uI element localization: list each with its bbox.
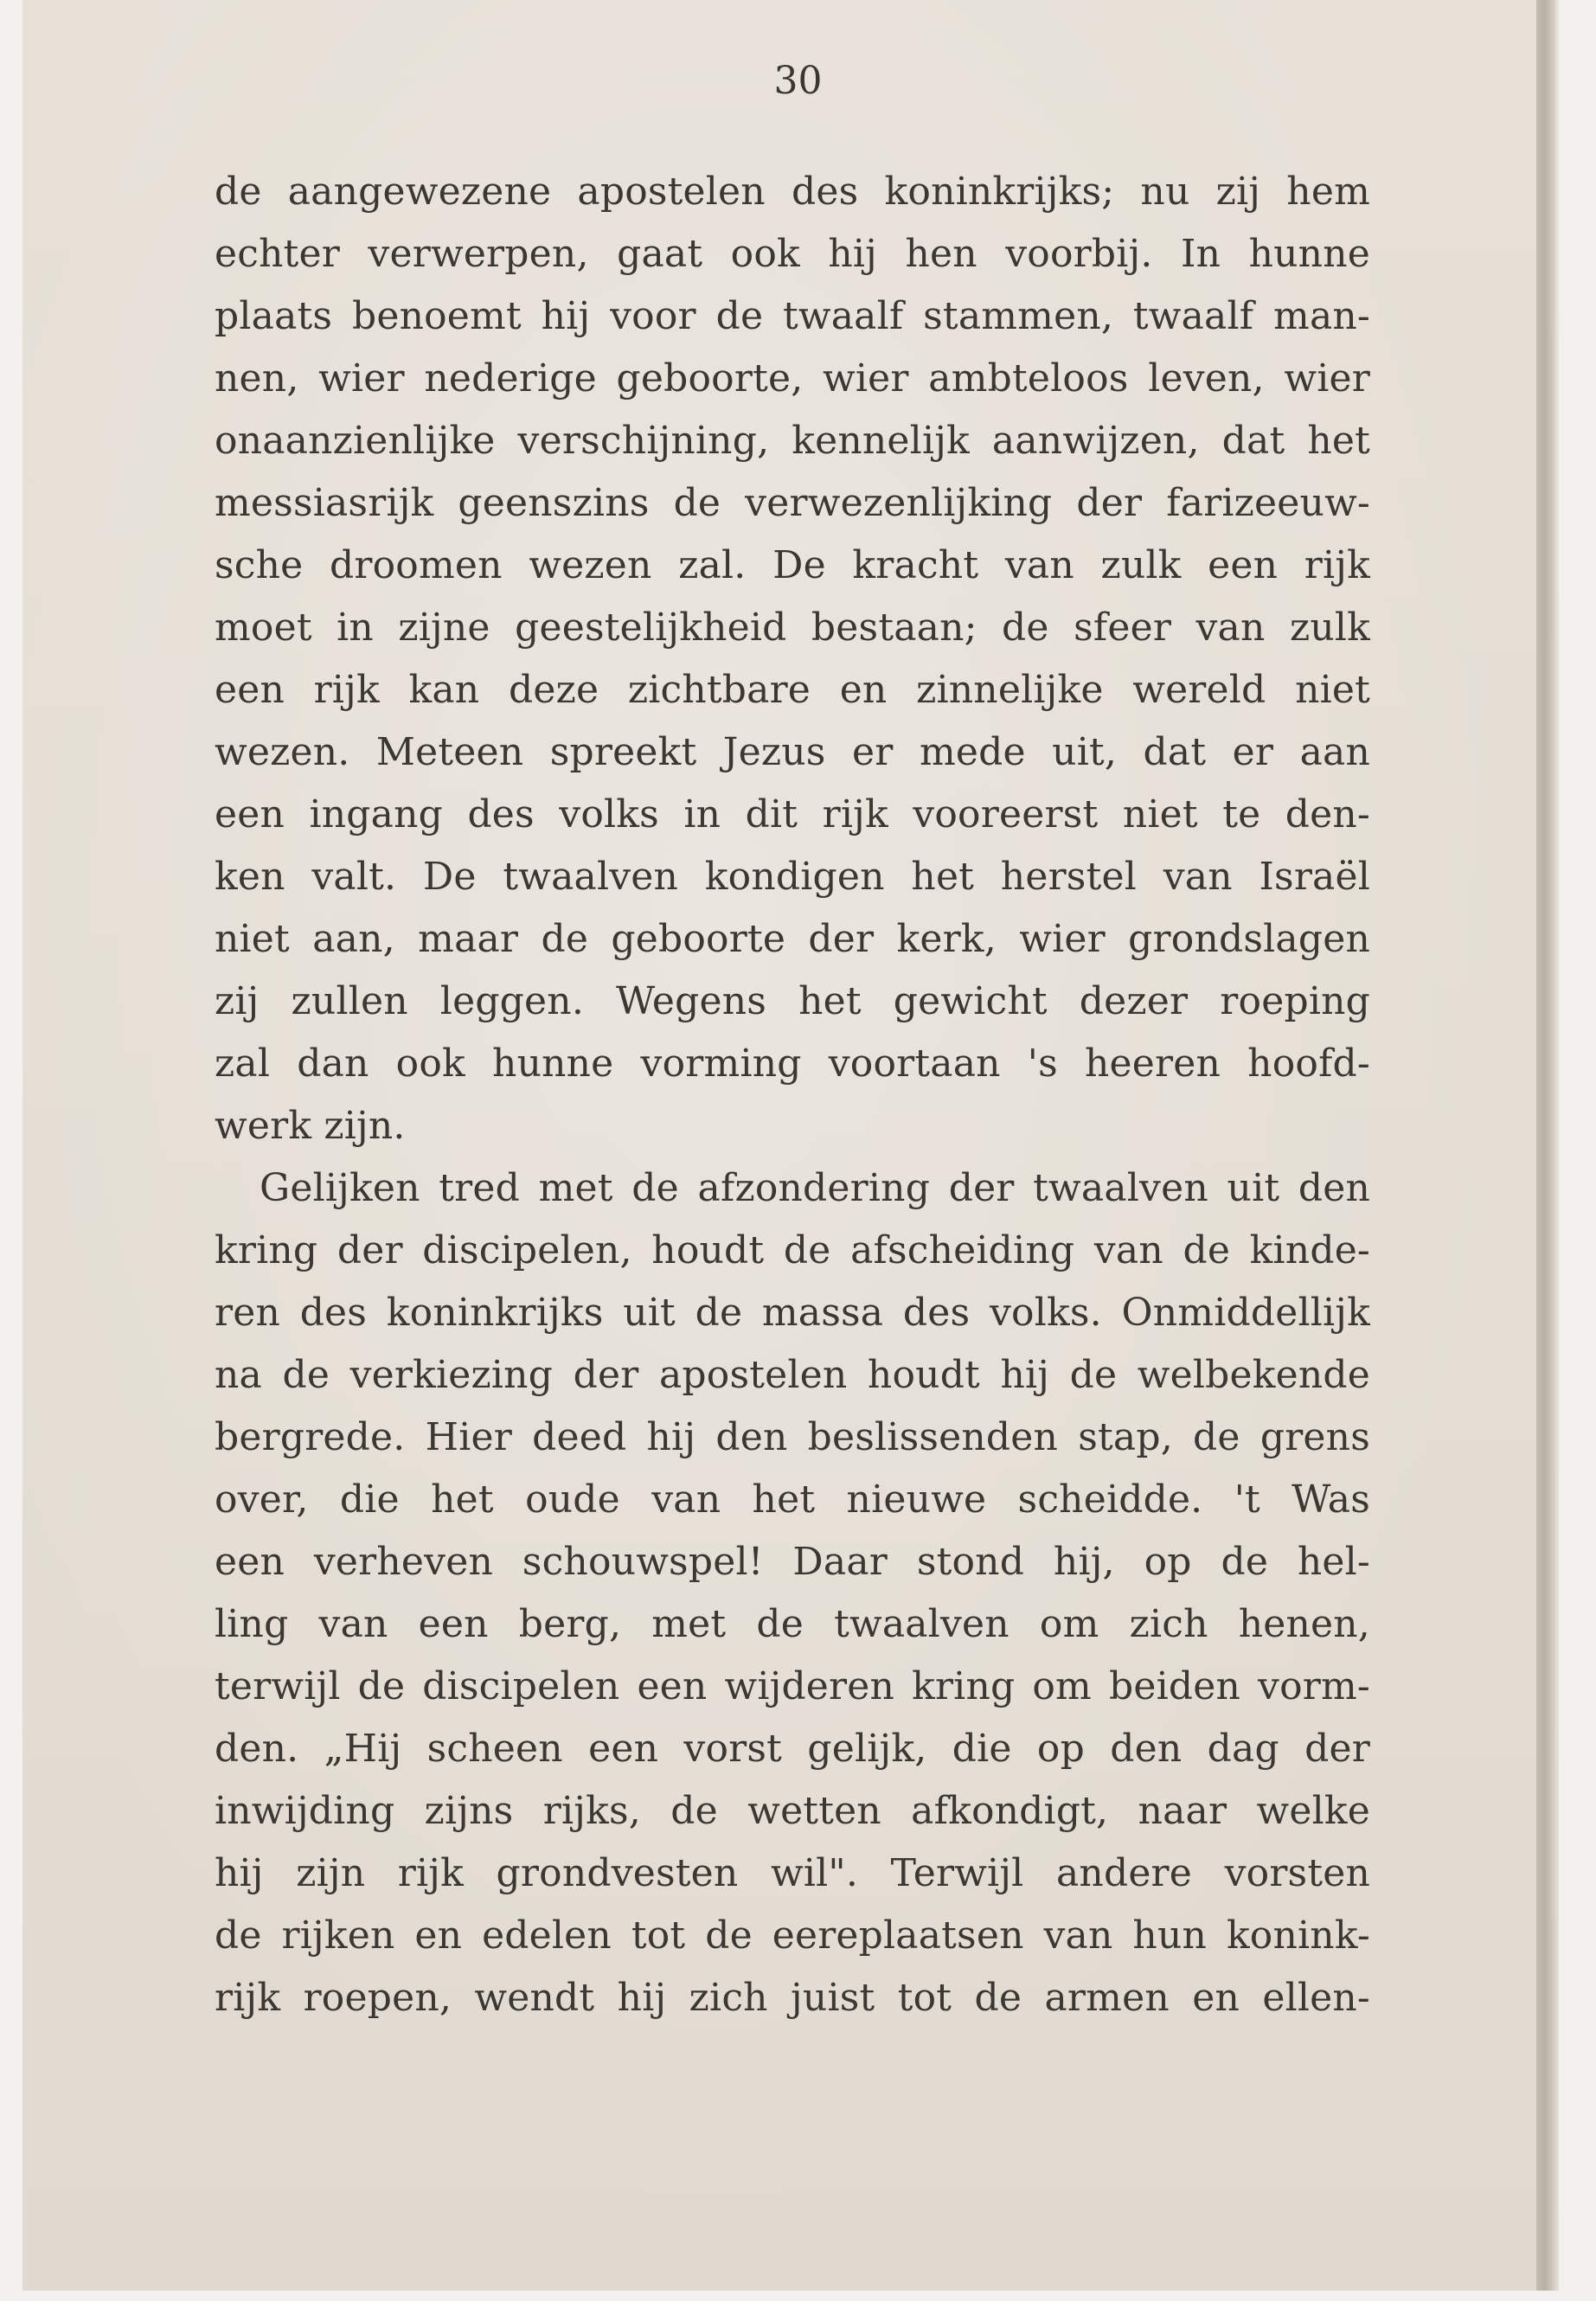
- text-line: onaanzienlijke verschijning, kennelijk aanwijzen, dat het: [215, 419, 1370, 463]
- text-line: inwijding zijns rijks, de wetten afkondigt, naar welke: [215, 1789, 1370, 1833]
- text-line: kring der discipelen, houdt de afscheiding van de kinde-: [215, 1228, 1370, 1272]
- text-line: bergrede. Hier deed hij den beslissenden stap, de grens: [215, 1415, 1370, 1459]
- text-line: ling van een berg, met de twaalven om zich henen,: [215, 1602, 1370, 1646]
- text-line: ken valt. De twaalven kondigen het herstel van Israël: [215, 855, 1370, 899]
- text-line: wezen. Meteen spreekt Jezus er mede uit, dat er aan: [215, 730, 1370, 774]
- text-line: Gelijken tred met de afzondering der twaalven uit den: [260, 1166, 1370, 1210]
- body-text: [215, 161, 1370, 2029]
- text-line: plaats benoemt hij voor de twaalf stammen, twaalf man-: [215, 294, 1370, 338]
- text-line: echter verwerpen, gaat ook hij hen voorbij. In hunne: [215, 232, 1370, 276]
- text-line: moet in zijne geestelijkheid bestaan; de sfeer van zulk: [215, 606, 1370, 650]
- text-line: een rijk kan deze zichtbare en zinnelijke wereld niet: [215, 668, 1370, 712]
- text-line: de aangewezene apostelen des koninkrijks; nu zij hem: [215, 170, 1370, 214]
- text-line: rijk roepen, wendt hij zich juist tot de armen en ellen-: [215, 1976, 1370, 2020]
- text-line: een verheven schouwspel! Daar stond hij, op de hel-: [215, 1540, 1370, 1584]
- text-line: na de verkiezing der apostelen houdt hij de welbekende: [215, 1353, 1370, 1397]
- text-line: den. „Hij scheen een vorst gelijk, die op den dag der: [215, 1727, 1370, 1771]
- text-line: over, die het oude van het nieuwe scheidde. 't Was: [215, 1477, 1370, 1522]
- page-edge: [1536, 0, 1555, 2291]
- text-line: hij zijn rijk grondvesten wil". Terwijl andere vorsten: [215, 1851, 1370, 1895]
- text-line: zal dan ook hunne vorming voortaan 's heeren hoofd-: [215, 1042, 1370, 1086]
- text-line: zij zullen leggen. Wegens het gewicht dezer roeping: [215, 979, 1370, 1023]
- text-line: messiasrijk geenszins de verwezenlijking der farizeeuw-: [215, 481, 1370, 525]
- text-line: terwijl de discipelen een wijderen kring om beiden vorm-: [215, 1664, 1370, 1708]
- text-line: werk zijn.: [215, 1104, 406, 1148]
- text-line: ren des koninkrijks uit de massa des volks. Onmiddellijk: [215, 1291, 1370, 1335]
- text-line: nen, wier nederige geboorte, wier ambteloos leven, wier: [215, 356, 1370, 401]
- text-line: een ingang des volks in dit rijk vooreerst niet te den-: [215, 792, 1370, 836]
- page-number: 30: [773, 59, 823, 103]
- text-line: de rijken en edelen tot de eereplaatsen van hun konink-: [215, 1913, 1370, 1958]
- text-line: niet aan, maar de geboorte der kerk, wier grondslagen: [215, 917, 1370, 961]
- text-line: sche droomen wezen zal. De kracht van zulk een rijk: [215, 543, 1370, 587]
